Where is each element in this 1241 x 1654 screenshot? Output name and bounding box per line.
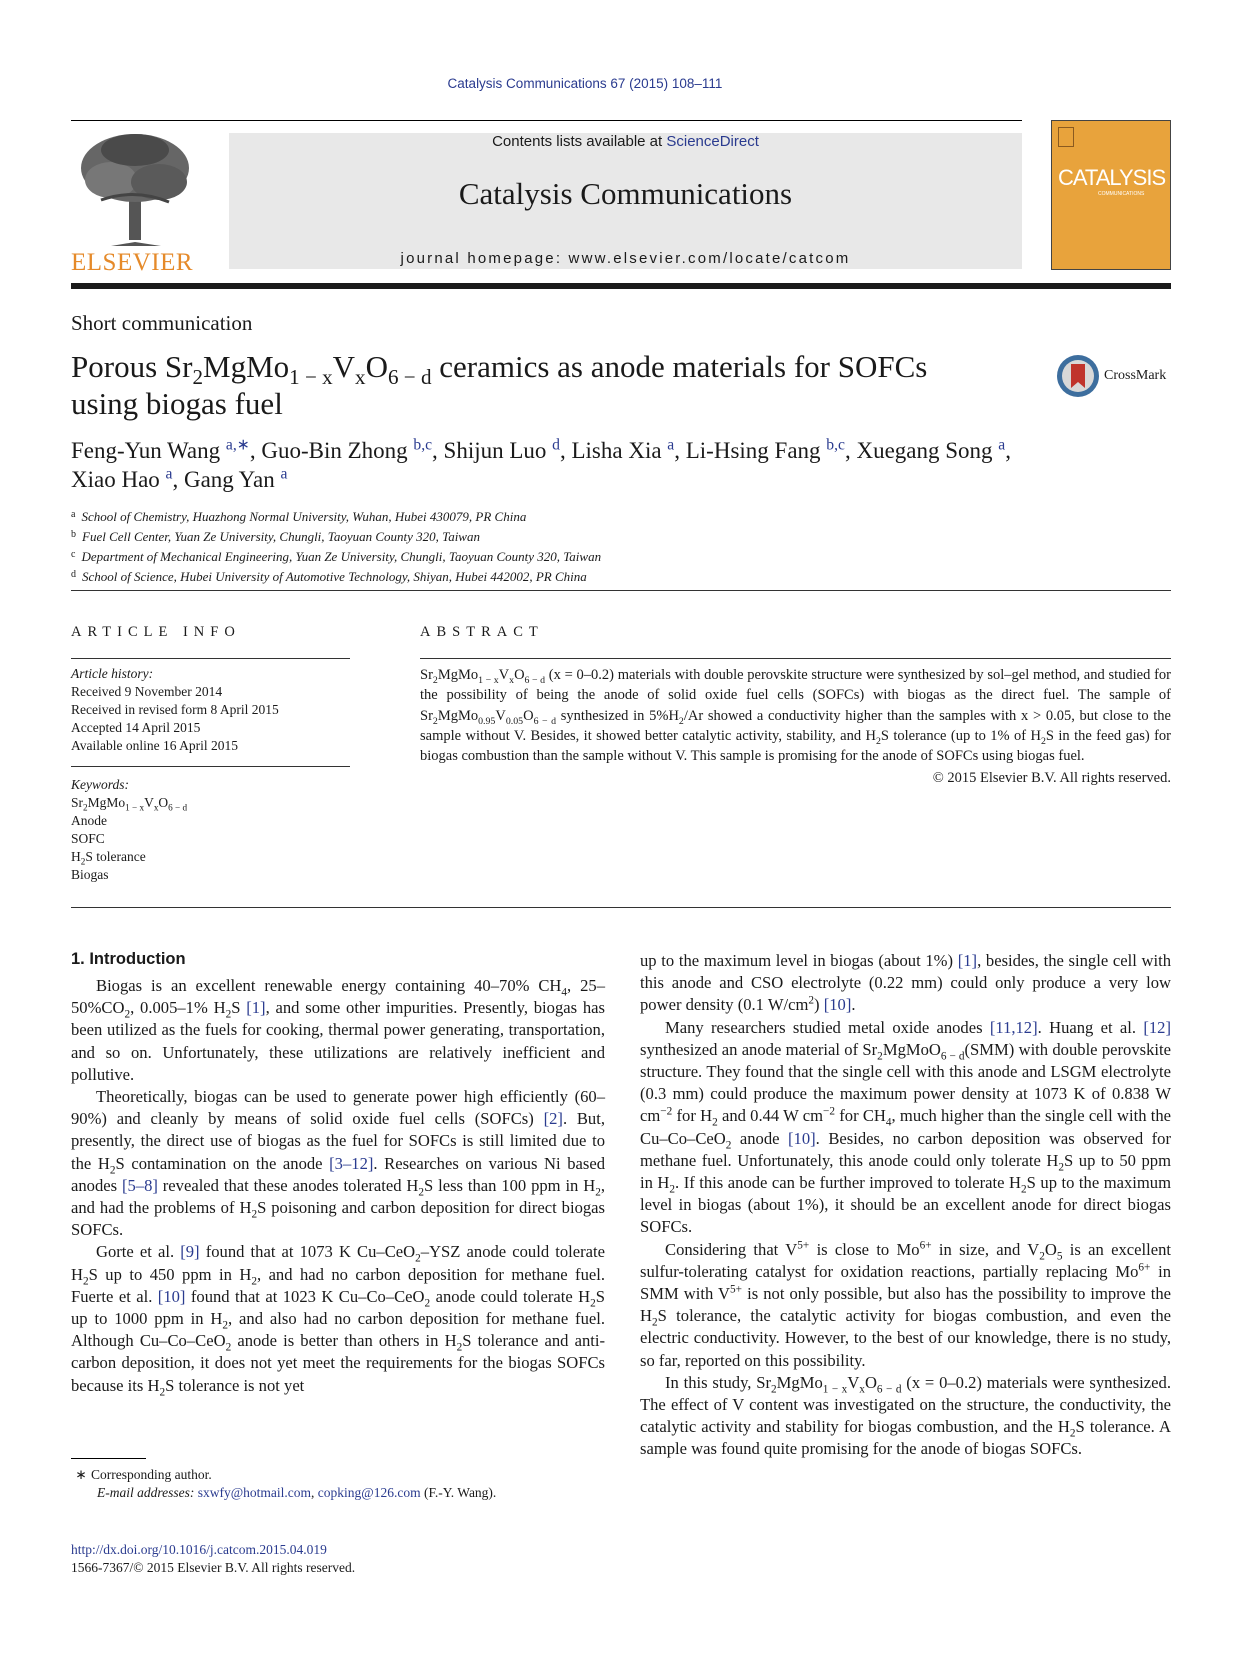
keyword: Biogas — [71, 867, 109, 882]
history-item: Accepted 14 April 2015 — [71, 720, 201, 735]
crossmark-label: CrossMark — [1104, 368, 1167, 383]
title-line2: using biogas fuel — [71, 386, 283, 421]
paragraph: Considering that $V^{5+}$ is close to $Mo^{6+}$ in size, and $V_2O_5$ is an excellent sulfur-tolerating catalyst for oxidation reactions, partially replacing $Mo^{6+}$ in SMM with $V^{5+}$ is not only possible, but also has the possibility to improve the $H_2S$ tolerance, the catalytic activity for biogas combustion, and even the electric conductivity. However, to the best of our knowledge, there is no study, so far, reported on this possibility. — [640, 1239, 1172, 1370]
journal-title: Catalysis Communications — [458, 176, 793, 211]
abstract-heading: ABSTRACT — [420, 624, 544, 640]
paragraph: up to the maximum level in biogas (about 1%) [1], besides, the single cell with this anode and CSO electrolyte (0.22 mm) could only produce a very low power density (0.1 $W/cm^2$) [10]. — [640, 951, 1171, 1015]
abstract-body: $Sr_2MgMo_{1 - x}V_xO_{6 - d}$ (x = 0–0.2) materials with double perovskite structure were synthesized by sol–gel method, and studied for the possibility of being the anode of solid oxide fuel cells (SOFCs) with biogas as the direct fuel. The sample of $Sr_2MgMo_{0.95}V_{0.05}O_{6 - d}$ synthesized in $5\%H_2/Ar$ showed a conductivity higher than the samples with x > 0.05, but close to the sample without V. Besides, it showed better catalytic activity, stability, and $H_2S$ tolerance (up to 1% of $H_2S$ in the feed gas) for biogas combustion than the sample without V. This sample is promising for the anode of SOFCs using biogas fuel. © 2015 Elsevier B.V. All rights reserved. — [420, 665, 1171, 789]
citation-link[interactable]: [10] — [823, 995, 852, 1015]
keyword: SOFC — [71, 831, 105, 846]
history-item: Available online 16 April 2015 — [71, 738, 238, 753]
citation-link[interactable]: [9] — [180, 1242, 200, 1262]
abstract-copyright: © 2015 Elsevier B.V. All rights reserved. — [932, 770, 1171, 787]
keyword: Anode — [71, 813, 107, 828]
elsevier-logo[interactable] — [71, 130, 201, 276]
divider — [71, 766, 350, 767]
author[interactable]: Li-Hsing Fang — [685, 438, 821, 463]
history-item: Received 9 November 2014 — [71, 684, 223, 699]
contents-prefix: Contents lists available at — [492, 133, 667, 150]
affiliation: $^c$ Department of Mechanical Engineering, Yuan Ze University, Chungli, Taoyuan County 320, Taiwan — [71, 549, 602, 564]
right-column — [640, 950, 1171, 1461]
paragraph: Theoretically, biogas can be used to generate power high efficiently (60–90%) and cleanly by means of solid oxide fuel cells (SOFCs) [2]. But, presently, the direct use of biogas as the fuel for SOFCs is still limited due to the $H_2S$ contamination on the anode [3–12]. Researches on various Ni based anodes [5–8] revealed that these anodes tolerated $H_2S$ less than 100 ppm in $H_2$, and had the problems of $H_2S$ poisoning and carbon deposition for direct biogas SOFCs. — [71, 1087, 606, 1240]
article-info-heading: ARTICLE INFO — [71, 624, 241, 640]
email-link[interactable]: copking@126.com — [317, 1485, 421, 1500]
history-item: Received in revised form 8 April 2015 — [71, 702, 279, 717]
citation-link[interactable]: [12] — [1143, 1017, 1171, 1037]
keyword: $Sr_2MgMo_{1 - x}V_xO_{6 - d}$ — [71, 795, 188, 813]
issn-line: 1566-7367/© 2015 Elsevier B.V. All rights reserved. — [71, 1560, 356, 1575]
paragraph: In this study, $Sr_2MgMo_{1 - x}V_xO_{6 - d}$ (x = 0–0.2) materials were synthesized. The effect of V content was investigated on the structure, the conductivity, the catalytic activity and stability for biogas combustion, and the $H_2S$ tolerance. A sample was found quite promising for the anode of biogas SOFCs. — [640, 1372, 1172, 1459]
author[interactable]: Shijun Luo — [443, 438, 547, 463]
email-label: E-mail addresses: — [97, 1485, 198, 1500]
citation-link[interactable]: [10] — [157, 1286, 186, 1306]
tree-logo-icon — [71, 130, 201, 248]
crossmark-badge[interactable] — [1056, 354, 1166, 398]
section-heading: 1. Introduction — [71, 950, 186, 968]
paragraph: Biogas is an excellent renewable energy containing 40–70% $CH_4$, $25-50\%CO_2$, 0.005–1% $H_2S$ [1], and some other impurities. Presently, biogas has been utilized as the fuels for cooking, thermal power generating, transportation, and so on. Unfortunately, these utilizations are relatively inefficient and pollutive. — [71, 976, 605, 1084]
divider — [71, 590, 1171, 591]
email-link[interactable]: sxwfy@hotmail.com — [197, 1485, 312, 1500]
author-list: Feng-Yun Wang $^{a,∗}$, Guo-Bin Zhong $^{b,c}$, Shijun Luo $^d$, Lisha Xia $^a$, Li-Hsing Fang $^{b,c}$, Xuegang Song $^a$, Xiao Hao $^a$, Gang Yan $^a$ — [71, 436, 1011, 492]
affiliation: $^a$ School of Chemistry, Huazhong Normal University, Wuhan, Hubei 430079, PR China — [71, 509, 527, 524]
keywords — [71, 776, 187, 884]
elsevier-wordmark: ELSEVIER — [71, 249, 194, 276]
citation-link[interactable]: [1] — [246, 998, 266, 1018]
author[interactable]: Guo-Bin Zhong — [261, 438, 408, 463]
journal-cover[interactable] — [1051, 120, 1171, 270]
cover-title: CATALYSIS — [1058, 165, 1166, 190]
author[interactable]: Xiao Hao — [71, 467, 160, 492]
paragraph: Gorte et al. [9] found that at 1073 K Cu–CeO$_2$–YSZ anode could tolerate $H_2S$ up to 450 ppm in $H_2$, and had no carbon deposition for methane fuel. Fuerte et al. [10] found that at 1023 K Cu–Co–CeO$_2$ anode could tolerate $H_2S$ up to 1000 ppm in $H_2$, and also had no carbon deposition for methane fuel. Although Cu–Co–CeO$_2$ anode is better than others in $H_2S$ tolerance and anti-carbon deposition, it does not yet meet the requirements for the biogas SOFCs because its $H_2S$ tolerance is not yet — [71, 1242, 606, 1398]
sciencedirect-link[interactable]: ScienceDirect — [666, 133, 759, 150]
author[interactable]: Lisha Xia — [571, 438, 662, 463]
contents-line — [229, 133, 1022, 150]
footnote-rule — [71, 1458, 146, 1459]
affiliations — [71, 506, 601, 586]
divider — [420, 658, 1171, 659]
author[interactable]: Gang Yan — [183, 467, 275, 492]
cover-subtitle: COMMUNICATIONS — [1098, 191, 1145, 197]
paragraph: Many researchers studied metal oxide anodes [11,12]. Huang et al. [12] synthesized an anode material of $Sr_2MgMoO_{6 - d}(SMM)$ with double perovskite structure. They found that the single cell with this anode and LSGM electrolyte (0.3 mm) could produce the maximum power density at 1073 K of 0.838 W $cm^{-2}$ for $H_2$ and 0.44 W $cm^{-2}$ for $CH_4$, much higher than the single cell with the Cu–Co–CeO$_2$ anode [10]. Besides, no carbon deposition was observed for methane fuel. Unfortunately, this anode could only tolerate $H_2S$ up to 50 ppm in $H_2$. If this anode can be further improved to tolerate $H_2S$ up to the maximum level in biogas (about 1%), it should be an excellent anode for direct biogas SOFCs. — [640, 1017, 1172, 1237]
email-line: E-mail addresses: sxwfy@hotmail.com, copking@126.com (F.-Y. Wang). — [97, 1485, 497, 1500]
affiliation: $^b$ Fuel Cell Center, Yuan Ze University, Chungli, Taoyuan County 320, Taiwan — [71, 529, 480, 544]
article-type: Short communication — [71, 311, 253, 335]
doi-link[interactable]: http://dx.doi.org/10.1016/j.catcom.2015.04.019 — [71, 1542, 327, 1557]
footnote — [71, 1466, 496, 1502]
citation-link[interactable]: [1] — [957, 951, 978, 970]
keywords-label: Keywords: — [71, 777, 129, 792]
header-rule — [71, 283, 1171, 289]
cover-decoration — [1058, 127, 1074, 147]
citation-link[interactable]: [2] — [543, 1109, 563, 1129]
history-label: Article history: — [71, 666, 154, 681]
citation-link[interactable]: [11,12] — [989, 1017, 1038, 1037]
top-rule — [71, 120, 1022, 121]
article-history — [71, 665, 279, 755]
divider — [71, 658, 350, 659]
affiliation: $^d$ School of Science, Hubei University of Automotive Technology, Shiyan, Hubei 442002, PR China — [71, 569, 587, 584]
journal-homepage[interactable]: journal homepage: www.elsevier.com/locate/catcom — [400, 250, 851, 267]
corresponding-label: Corresponding author. — [91, 1467, 212, 1482]
author[interactable]: Xuegang Song — [856, 438, 993, 463]
email-suffix: (F.-Y. Wang). — [420, 1485, 497, 1500]
author[interactable]: Feng-Yun Wang — [71, 438, 221, 463]
citation-link[interactable]: [3–12] — [329, 1153, 374, 1173]
crossmark-icon — [1056, 354, 1100, 398]
doi-block — [71, 1541, 355, 1577]
corresponding-note: ∗ Corresponding author. — [75, 1467, 212, 1482]
divider — [71, 907, 1171, 908]
article-title: Porous $Sr_2MgMo_{1 - x}V_xO_{6 - d}$ ceramics as anode materials for SOFCs using biogas fuel — [71, 349, 928, 421]
citation-link[interactable]: [10] — [788, 1128, 816, 1148]
citation-link[interactable]: [5–8] — [121, 1175, 158, 1195]
keyword: $H_2S$ tolerance — [71, 849, 146, 867]
left-column — [71, 975, 605, 1397]
journal-reference[interactable]: Catalysis Communications 67 (2015) 108–111 — [447, 76, 723, 91]
